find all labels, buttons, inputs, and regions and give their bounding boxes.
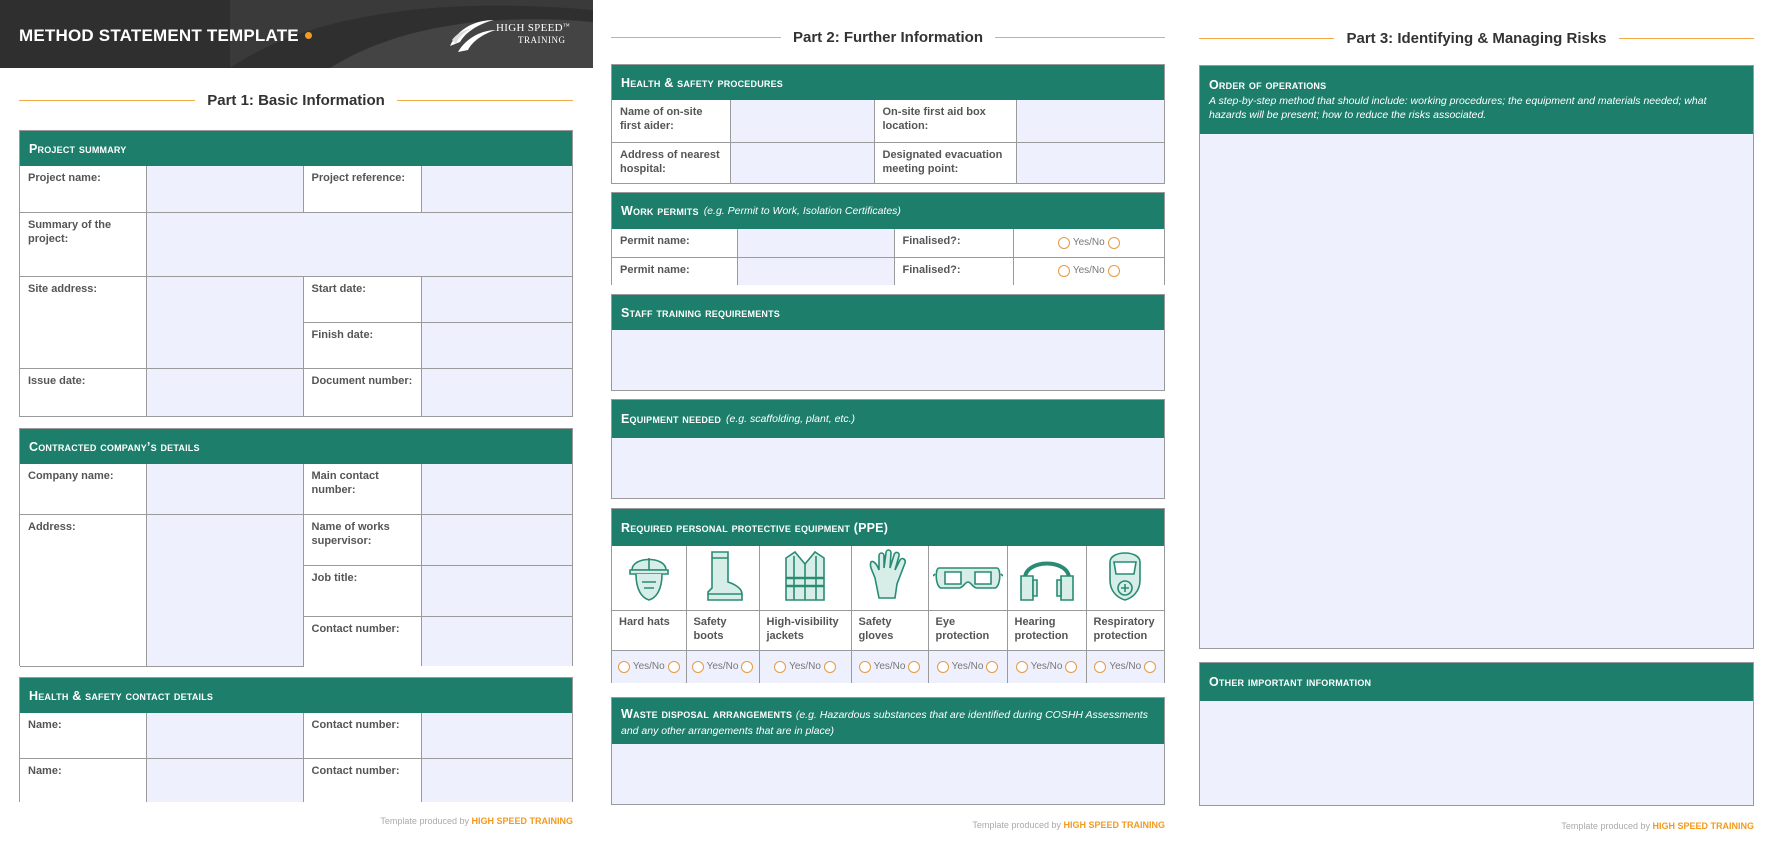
ppe-section — [611, 508, 1165, 683]
yes-no-toggle — [852, 660, 928, 674]
ppe-choice-cell — [686, 651, 759, 683]
ppe-choice-cell — [1007, 651, 1086, 683]
ppe-title: Required personal protective equipment (PPE) — [621, 520, 889, 535]
order-of-operations-header — [1200, 66, 1753, 134]
yes-radio[interactable] — [1016, 661, 1028, 673]
ppe-icon-cell — [1086, 546, 1164, 611]
start-date-field[interactable] — [421, 276, 572, 322]
contact-number-label: Contact number: — [303, 616, 421, 666]
logo-text-training: TRAINING — [518, 35, 566, 45]
company-name-label: Company name: — [20, 464, 146, 514]
yes-no-text: Yes/No — [706, 660, 739, 672]
document-number-label: Document number: — [303, 368, 421, 416]
yes-no-toggle — [612, 660, 686, 674]
footer-brand: HIGH SPEED TRAINING — [471, 816, 573, 826]
ppe-label-hi-vis: High-visibility jackets — [759, 611, 851, 651]
ppe-label-safety-boots: Safety boots — [686, 611, 759, 651]
company-name-field[interactable] — [146, 464, 303, 514]
yes-no-toggle — [687, 660, 759, 674]
part-3-title: Part 3: Identifying & Managing Risks — [1346, 29, 1607, 47]
evacuation-label: Designated evacuation meeting point: — [874, 142, 1016, 183]
yes-no-toggle — [1022, 236, 1157, 250]
yes-no-toggle — [1008, 660, 1086, 674]
ppe-label-eye: Eye protection — [928, 611, 1007, 651]
yes-no-text: Yes/No — [789, 660, 821, 672]
document-number-field[interactable] — [421, 368, 572, 416]
hi-vis-jacket-icon — [780, 548, 830, 604]
no-radio[interactable] — [741, 661, 753, 673]
yes-no-text: Yes/No — [1072, 265, 1105, 277]
project-reference-field[interactable] — [421, 166, 572, 212]
contracted-company-section — [19, 428, 573, 666]
ppe-choice-cell — [1086, 651, 1164, 683]
hs-procedures-title: Health & safety procedures — [621, 75, 784, 90]
staff-training-section[interactable] — [611, 294, 1165, 391]
yes-radio[interactable] — [1058, 237, 1070, 249]
permit-2-field[interactable] — [737, 257, 894, 285]
yes-no-toggle — [929, 660, 1007, 674]
heading-rule-left — [611, 37, 781, 38]
equipment-subtitle: (e.g. scaffolding, plant, etc.) — [726, 413, 856, 425]
project-summary-header — [20, 131, 572, 166]
heading-rule-right — [995, 37, 1165, 38]
first-aid-box-label: On-site first aid box location: — [874, 100, 1016, 142]
part-3-heading — [1199, 28, 1754, 48]
equipment-section[interactable] — [611, 399, 1165, 499]
contracted-company-table — [20, 464, 572, 667]
finish-date-field[interactable] — [421, 322, 572, 368]
safety-glove-icon — [865, 548, 915, 604]
hs-contact-section — [19, 677, 573, 802]
hs-contact-table — [20, 713, 572, 802]
work-permits-title: Work permits — [621, 204, 699, 218]
footer-credit — [1561, 821, 1754, 831]
finalised-2-label: Finalised?: — [894, 257, 1013, 285]
ppe-choice-cell — [612, 651, 686, 683]
footer-credit — [972, 820, 1165, 830]
part-1-heading — [19, 90, 573, 110]
hard-hat-icon — [626, 548, 672, 604]
yes-no-text: Yes/No — [1109, 660, 1142, 672]
no-radio[interactable] — [908, 661, 920, 673]
ppe-choice-cell — [851, 651, 928, 683]
ppe-header — [612, 509, 1164, 546]
other-information-header — [1200, 663, 1753, 701]
contact-number-field[interactable] — [421, 616, 572, 666]
ppe-label-gloves: Safety gloves — [851, 611, 928, 651]
footer-brand: HIGH SPEED TRAINING — [1652, 821, 1754, 831]
order-of-operations-section[interactable] — [1199, 65, 1754, 649]
job-title-label: Job title: — [303, 565, 421, 616]
project-summary-field[interactable] — [146, 212, 572, 276]
site-address-field[interactable] — [146, 276, 303, 368]
yes-no-toggle — [760, 660, 851, 674]
ppe-icon-row — [612, 546, 1164, 611]
yes-radio[interactable] — [774, 661, 786, 673]
project-name-field[interactable] — [146, 166, 303, 212]
main-contact-label: Main contact number: — [303, 464, 421, 514]
hospital-label: Address of nearest hospital: — [612, 142, 730, 183]
yes-no-text: Yes/No — [873, 660, 906, 672]
yes-no-toggle — [1022, 264, 1157, 278]
work-permits-table — [612, 229, 1164, 285]
permit-1-label: Permit name: — [612, 229, 737, 257]
yes-no-text: Yes/No — [632, 660, 665, 672]
footer-credit-text: Template produced by — [380, 816, 472, 826]
work-permits-header — [612, 193, 1164, 229]
yes-radio[interactable] — [859, 661, 871, 673]
part-1-title: Part 1: Basic Information — [207, 91, 385, 109]
footer-brand: HIGH SPEED TRAINING — [1063, 820, 1165, 830]
finalised-2-choice — [1013, 257, 1164, 285]
finalised-1-choice — [1013, 229, 1164, 257]
work-permits-subtitle: (e.g. Permit to Work, Isolation Certificates) — [703, 205, 901, 217]
works-supervisor-label: Name of works supervisor: — [303, 514, 421, 565]
order-of-operations-title: Order of operations — [1209, 78, 1327, 92]
finalised-1-label: Finalised?: — [894, 229, 1013, 257]
hs-procedures-section — [611, 64, 1165, 184]
project-summary-table — [20, 166, 572, 416]
ppe-choice-cell — [759, 651, 851, 683]
ppe-icon-cell — [686, 546, 759, 611]
part-2-heading — [611, 27, 1165, 47]
hs-contact-2-field[interactable] — [421, 758, 572, 802]
part-2-title: Part 2: Further Information — [793, 28, 984, 46]
no-radio[interactable] — [1144, 661, 1156, 673]
yes-no-text: Yes/No — [951, 660, 984, 672]
hs-contact-1-field[interactable] — [421, 713, 572, 758]
site-address-label: Site address: — [20, 276, 146, 368]
yes-radio[interactable] — [937, 661, 949, 673]
permit-2-label: Permit name: — [612, 257, 737, 285]
yes-radio[interactable] — [1058, 265, 1070, 277]
hs-procedures-table — [612, 100, 1164, 183]
footer-credit-text: Template produced by — [1561, 821, 1653, 831]
first-aider-label: Name of on-site first aider: — [612, 100, 730, 142]
no-radio[interactable] — [1065, 661, 1077, 673]
equipment-title: Equipment needed — [621, 412, 722, 426]
job-title-field[interactable] — [421, 565, 572, 616]
heading-rule-right — [1619, 38, 1754, 39]
project-reference-label: Project reference: — [303, 166, 421, 212]
waste-disposal-title: Waste disposal arrangements — [621, 707, 793, 721]
logo-trademark: ™ — [562, 22, 571, 30]
document-title — [19, 26, 312, 46]
ppe-table — [612, 546, 1164, 683]
heading-rule-left — [1199, 38, 1334, 39]
yes-radio[interactable] — [1094, 661, 1106, 673]
other-information-section[interactable] — [1199, 662, 1754, 806]
title-dot-icon — [305, 32, 312, 39]
issue-date-field[interactable] — [146, 368, 303, 416]
ppe-label-row — [612, 611, 1164, 651]
heading-rule-left — [19, 100, 195, 101]
staff-training-title: Staff training requirements — [621, 305, 781, 320]
logo-high-speed-text: HIGH SPEED — [496, 22, 563, 34]
project-name-label: Project name: — [20, 166, 146, 212]
work-permits-section — [611, 192, 1165, 285]
hs-name-1-field[interactable] — [146, 713, 303, 758]
ppe-label-hearing: Hearing protection — [1007, 611, 1086, 651]
contracted-company-header — [20, 429, 572, 464]
logo-text-high-speed — [496, 22, 570, 34]
address-label: Address: — [20, 514, 146, 666]
logo-swoosh-icon — [448, 16, 498, 54]
ppe-icon-cell — [1007, 546, 1086, 611]
ppe-icon-cell — [928, 546, 1007, 611]
ear-defenders-icon — [1017, 548, 1077, 604]
other-information-title: Other important information — [1209, 675, 1372, 689]
footer-credit — [380, 816, 573, 826]
permit-1-field[interactable] — [737, 229, 894, 257]
contracted-company-title: Contracted company’s details — [29, 439, 200, 454]
ppe-label-respiratory: Respiratory protection — [1086, 611, 1164, 651]
ppe-icon-cell — [759, 546, 851, 611]
equipment-header — [612, 400, 1164, 438]
hs-contact-title: Health & safety contact details — [29, 688, 214, 703]
project-summary-label: Summary of the project: — [20, 212, 146, 276]
hs-contact-header — [20, 678, 572, 713]
project-summary-section — [19, 130, 573, 417]
title-banner — [0, 0, 593, 68]
first-aider-field[interactable] — [730, 100, 874, 142]
evacuation-field[interactable] — [1016, 142, 1164, 183]
no-radio[interactable] — [1108, 265, 1120, 277]
project-summary-title: Project summary — [29, 141, 127, 156]
ppe-icon-cell — [851, 546, 928, 611]
hs-contact-1-label: Contact number: — [303, 713, 421, 758]
finish-date-label: Finish date: — [303, 322, 421, 368]
document-title-text: METHOD STATEMENT TEMPLATE — [19, 26, 299, 45]
yes-no-toggle — [1087, 660, 1165, 674]
waste-disposal-section[interactable] — [611, 697, 1165, 805]
no-radio[interactable] — [986, 661, 998, 673]
hospital-field[interactable] — [730, 142, 874, 183]
safety-boot-icon — [700, 548, 746, 604]
waste-disposal-subtitle: (e.g. Hazardous substances that are identified during COSHH Assessments and any other arrangements that are in place) — [621, 709, 1148, 737]
hs-name-1-label: Name: — [20, 713, 146, 758]
yes-radio[interactable] — [618, 661, 630, 673]
hs-name-2-label: Name: — [20, 758, 146, 802]
ppe-icon-cell — [612, 546, 686, 611]
works-supervisor-field[interactable] — [421, 514, 572, 565]
issue-date-label: Issue date: — [20, 368, 146, 416]
hs-contact-2-label: Contact number: — [303, 758, 421, 802]
goggles-icon — [933, 556, 1003, 596]
ppe-label-hard-hats: Hard hats — [612, 611, 686, 651]
yes-no-text: Yes/No — [1030, 660, 1063, 672]
ppe-choice-cell — [928, 651, 1007, 683]
yes-no-text: Yes/No — [1072, 236, 1105, 248]
ppe-yes-no-row — [612, 651, 1164, 683]
hs-procedures-header — [612, 65, 1164, 100]
first-aid-box-field[interactable] — [1016, 100, 1164, 142]
footer-credit-text: Template produced by — [972, 820, 1064, 830]
main-contact-field[interactable] — [421, 464, 572, 514]
hs-name-2-field[interactable] — [146, 758, 303, 802]
no-radio[interactable] — [1108, 237, 1120, 249]
address-field[interactable] — [146, 514, 303, 666]
start-date-label: Start date: — [303, 276, 421, 322]
heading-rule-right — [397, 100, 573, 101]
waste-disposal-header — [612, 698, 1164, 744]
order-of-operations-description: A step-by-step method that should include: working procedures; the equipment and materials needed; what hazards will be present; how to reduce the risks associated. — [1209, 95, 1707, 121]
respirator-icon — [1102, 548, 1148, 604]
yes-radio[interactable] — [692, 661, 704, 673]
high-speed-training-logo — [448, 16, 574, 54]
no-radio[interactable] — [824, 661, 836, 673]
staff-training-header — [612, 295, 1164, 330]
no-radio[interactable] — [668, 661, 680, 673]
